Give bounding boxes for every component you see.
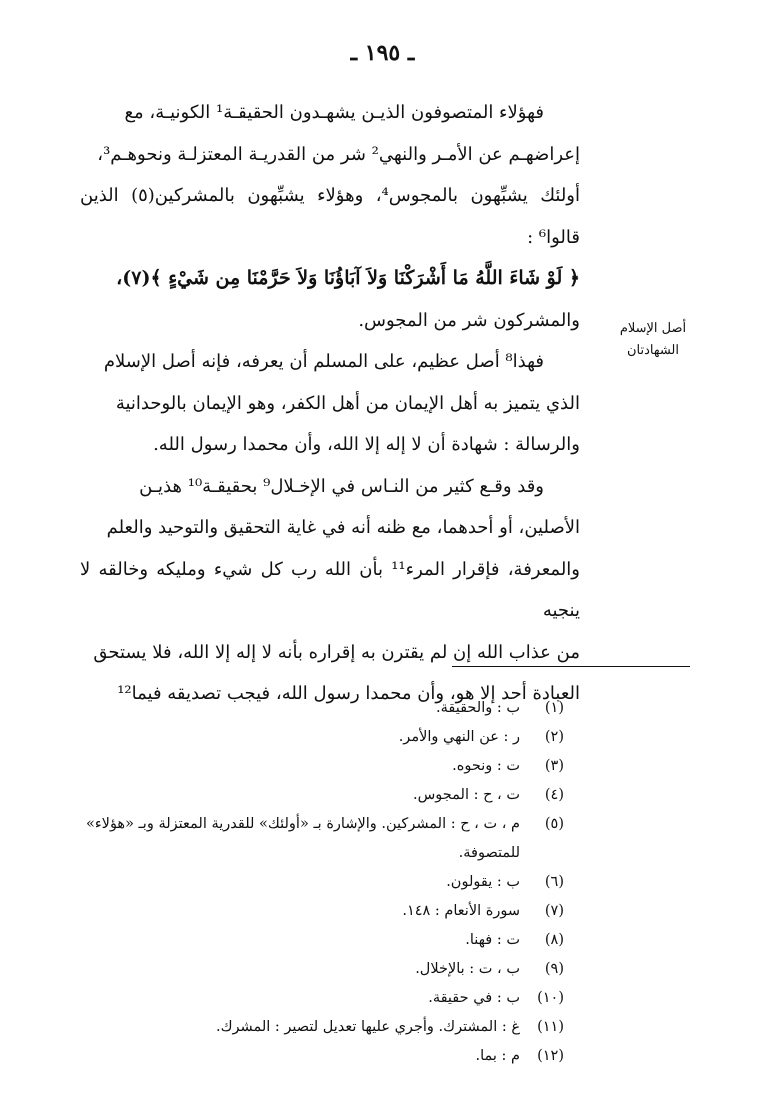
footnote-text: ر : عن النهي والأمر. [398,729,520,745]
footnote-text: م ، ت ، ح : المشركين. والإشارة بـ «أولئك» للقدرية المعتزلة وبـ «هؤلاء» للمتصوفة. [85,816,520,861]
footnote-item [36,781,564,810]
footnote-divider [452,666,690,667]
margin-note-line: أصل الإسلام [619,321,687,336]
body-line: فهذا⁸ أصل عظيم، على المسلم أن يعرفه، فإنه أصل الإسلام [103,351,544,372]
body-line: إعراضهـم عن الأمـر والنهي² شر من القدريـة المعتزلـة ونحوهـم³، [97,143,580,165]
footnote-text: م : بما. [475,1048,520,1064]
body-line: العبادة أحد إلا هو، وأن محمدا رسول الله، فيجب تصديقه فيما¹² [117,683,580,704]
footnote-text: ب : يقولون. [446,874,520,890]
footnote-item [36,868,564,897]
body-line: أولئك يشبِّهون بالمجوس⁴، وهؤلاء يشبِّهون بالمشركين(٥) الذين قالوا⁶ : [80,185,580,248]
footnote-item [36,752,564,781]
footnote-number: (٥) [544,816,564,832]
footnote-number: (١٢) [537,1048,564,1064]
quran-verse: ﴿ لَوْ شَاءَ اللَّهُ مَا أَشْرَكْنَا وَلاَ آبَاؤُنَا وَلاَ حَرَّمْنَا مِن شَيْءٍ ﴾(٧)، [116,267,580,289]
body-line: وقد وقـع كثير من النـاس في الإخـلال⁹ بحقيقـة¹⁰ هذيـن [139,475,544,497]
footnote-number: (٣) [544,758,564,774]
footnote-number: (٨) [544,932,564,948]
footnote-item [36,1013,564,1042]
footnotes [36,694,564,1071]
body-line: والرسالة : شهادة أن لا إله إلا الله، وأن محمدا رسول الله. [153,434,580,455]
footnote-number: (٦) [544,874,564,890]
footnote-text: ب : في حقيقة. [428,990,520,1006]
footnote-item [36,926,564,955]
body-line: فهؤلاء المتصوفون الذيـن يشهـدون الحقيقـة¹ الكونيـة، مع [124,102,544,123]
body-line: الأصلين، أو أحدهما، مع ظنه أنه في غاية التحقيق والتوحيد والعلم [106,517,580,538]
footnote-text: ت ، ح : المجوس. [412,787,520,803]
footnote-item [36,984,564,1013]
body-line: والمعرفة، فإقرار المرء¹¹ بأن الله رب كل شيء ومليكه وخالقه لا ينجيه [80,558,580,621]
body-line: والمشركون شر من المجوس. [358,309,580,331]
margin-note [598,318,708,362]
footnote-item [36,955,564,984]
footnote-number: (١) [544,700,564,716]
footnote-text: سورة الأنعام : ١٤٨. [402,903,520,919]
footnote-number: (٢) [544,729,564,745]
footnote-number: (١٠) [537,990,564,1006]
page-number: ـ ١٩٥ ـ [350,40,415,66]
footnote-number: (٧) [544,903,564,919]
main-text [80,92,580,715]
footnote-text: ت : ونحوه. [452,758,520,774]
footnote-item [36,723,564,752]
footnote-number: (١١) [537,1019,564,1035]
footnote-item [36,810,564,868]
footnote-text: ب : والحقيقة. [436,700,520,716]
footnote-item [36,694,564,723]
footnote-number: (٩) [544,961,564,977]
footnote-item [36,897,564,926]
footnote-text: ب ، ت : بالإخلال. [415,961,520,977]
footnote-text: غ : المشترك. وأجري عليها تعديل لتصير : المشرك. [216,1019,520,1035]
margin-note-line: الشهادتان [626,343,680,358]
body-line: الذي يتميز به أهل الإيمان من أهل الكفر، وهو الإيمان بالوحدانية [115,392,580,414]
body-line: من عذاب الله إن لم يقترن به إقراره بأنه لا إله إلا الله، فلا يستحق [93,641,580,663]
footnote-text: ت : فهنا. [465,932,520,948]
footnote-item [36,1042,564,1071]
footnote-number: (٤) [544,787,564,803]
